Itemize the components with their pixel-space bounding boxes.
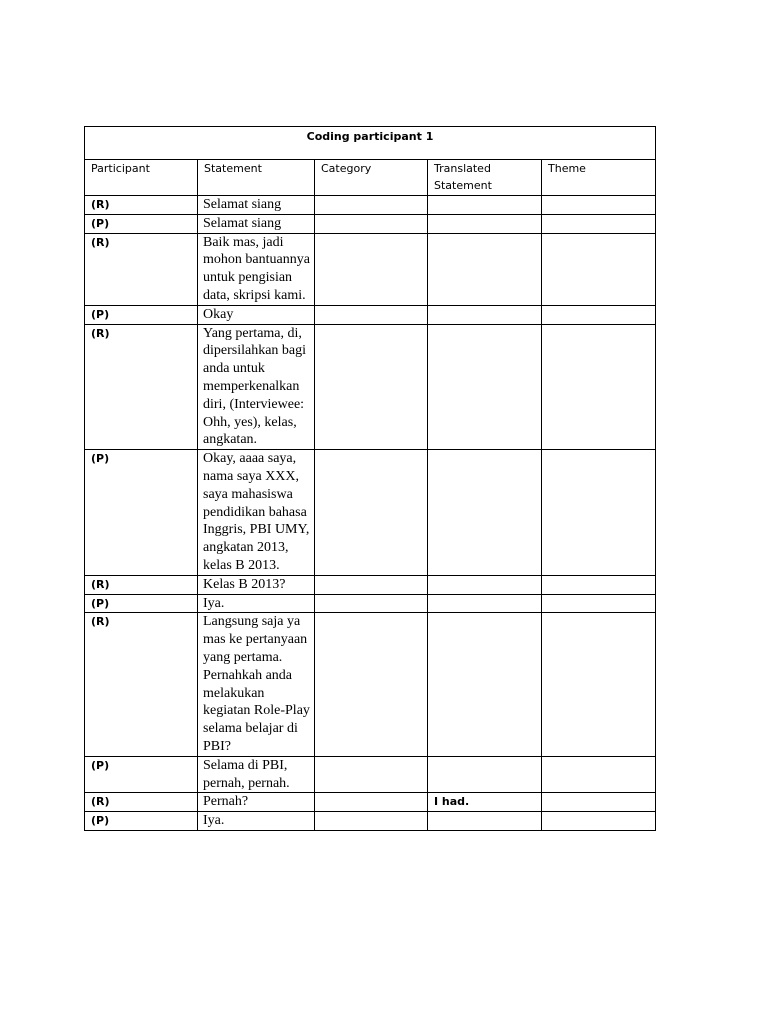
translated-statement: [428, 756, 542, 793]
header-statement: Statement: [198, 160, 315, 196]
category-cell: [315, 196, 428, 215]
theme-cell: [542, 594, 656, 613]
statement-text: Selamat siang: [198, 196, 315, 215]
participant-code: (P): [85, 594, 198, 613]
translated-statement: [428, 812, 542, 831]
table-row: [85, 793, 656, 812]
category-cell: [315, 324, 428, 450]
category-cell: [315, 305, 428, 324]
statement-text: Pernah?: [198, 793, 315, 812]
statement-text: Selama di PBI, pernah, pernah.: [198, 756, 315, 793]
category-cell: [315, 812, 428, 831]
header-row: [85, 160, 656, 196]
translated-statement: [428, 196, 542, 215]
participant-code: (R): [85, 793, 198, 812]
title-row: [85, 127, 656, 160]
statement-text: Langsung saja ya mas ke pertanyaan yang pertama. Pernahkah anda melakukan kegiatan Role-Play selama belajar di PBI?: [198, 613, 315, 756]
category-cell: [315, 793, 428, 812]
statement-text: Okay, aaaa saya, nama saya XXX, saya mahasiswa pendidikan bahasa Inggris, PBI UMY, angkatan 2013, kelas B 2013.: [198, 450, 315, 576]
table-row: [85, 324, 656, 450]
translated-statement: [428, 613, 542, 756]
table-row: [85, 756, 656, 793]
header-participant: Participant: [85, 160, 198, 196]
statement-text: Yang pertama, di, dipersilahkan bagi anda untuk memperkenalkan diri, (Interviewee: Ohh, yes), kelas, angkatan.: [198, 324, 315, 450]
statement-text: Okay: [198, 305, 315, 324]
category-cell: [315, 594, 428, 613]
statement-text: Kelas B 2013?: [198, 575, 315, 594]
theme-cell: [542, 793, 656, 812]
theme-cell: [542, 196, 656, 215]
participant-code: (P): [85, 450, 198, 576]
table-row: [85, 196, 656, 215]
translated-statement: I had.: [428, 793, 542, 812]
participant-code: (R): [85, 575, 198, 594]
theme-cell: [542, 324, 656, 450]
theme-cell: [542, 233, 656, 305]
table-row: [85, 613, 656, 756]
participant-code: (R): [85, 324, 198, 450]
participant-code: (R): [85, 196, 198, 215]
statement-text: Baik mas, jadi mohon bantuannya untuk pengisian data, skripsi kami.: [198, 233, 315, 305]
header-theme: Theme: [542, 160, 656, 196]
table-row: [85, 214, 656, 233]
category-cell: [315, 233, 428, 305]
table-row: [85, 594, 656, 613]
table-row: [85, 305, 656, 324]
participant-code: (R): [85, 233, 198, 305]
translated-statement: [428, 305, 542, 324]
participant-code: (P): [85, 812, 198, 831]
statement-text: Iya.: [198, 812, 315, 831]
category-cell: [315, 756, 428, 793]
header-category: Category: [315, 160, 428, 196]
translated-statement: [428, 233, 542, 305]
translated-statement: [428, 324, 542, 450]
theme-cell: [542, 214, 656, 233]
theme-cell: [542, 812, 656, 831]
participant-code: (P): [85, 214, 198, 233]
category-cell: [315, 613, 428, 756]
category-cell: [315, 214, 428, 233]
statement-text: Selamat siang: [198, 214, 315, 233]
participant-code: (P): [85, 305, 198, 324]
table-row: [85, 450, 656, 576]
translated-statement: [428, 575, 542, 594]
table-title: Coding participant 1: [85, 127, 656, 160]
translated-statement: [428, 450, 542, 576]
theme-cell: [542, 756, 656, 793]
translated-statement: [428, 594, 542, 613]
coding-table: [84, 126, 656, 831]
theme-cell: [542, 575, 656, 594]
table-row: [85, 233, 656, 305]
translated-statement: [428, 214, 542, 233]
participant-code: (P): [85, 756, 198, 793]
table-row: [85, 575, 656, 594]
category-cell: [315, 575, 428, 594]
participant-code: (R): [85, 613, 198, 756]
theme-cell: [542, 305, 656, 324]
theme-cell: [542, 613, 656, 756]
theme-cell: [542, 450, 656, 576]
category-cell: [315, 450, 428, 576]
header-translated-statement: Translated Statement: [428, 160, 542, 196]
table-row: [85, 812, 656, 831]
statement-text: Iya.: [198, 594, 315, 613]
